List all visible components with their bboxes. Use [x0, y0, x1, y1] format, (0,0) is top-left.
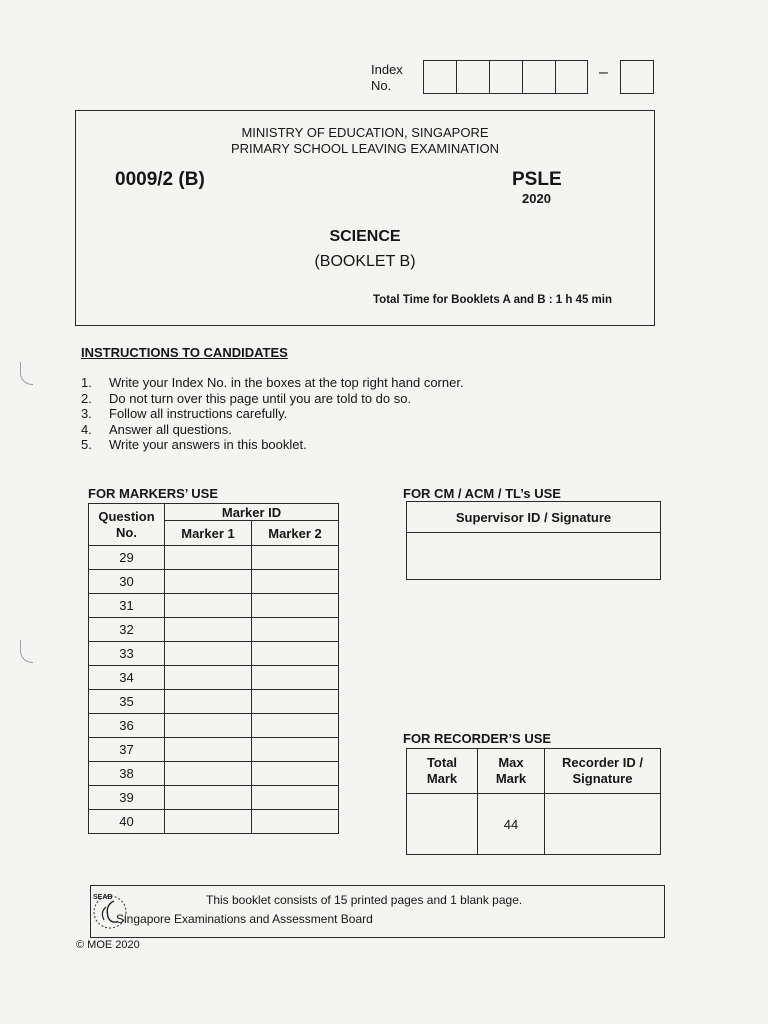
question-number: 40	[89, 810, 165, 834]
index-label: Index No.	[371, 62, 403, 93]
marker1-cell[interactable]	[165, 570, 252, 594]
supervisor-use-title: FOR CM / ACM / TL’s USE	[403, 486, 561, 501]
page-count-note: This booklet consists of 15 printed pages and 1 blank page.	[206, 893, 523, 907]
supervisor-table	[406, 501, 661, 580]
marker2-header: Marker 2	[252, 521, 339, 546]
marker2-cell[interactable]	[252, 642, 339, 666]
marker2-cell[interactable]	[252, 690, 339, 714]
instruction-item: 1. Write your Index No. in the boxes at the top right hand corner.	[81, 375, 464, 390]
marker2-cell[interactable]	[252, 618, 339, 642]
table-row	[89, 690, 339, 714]
table-row	[89, 714, 339, 738]
board-name: Singapore Examinations and Assessment Board	[116, 912, 373, 926]
total-mark-header: Total Mark	[407, 749, 478, 794]
table-row	[89, 810, 339, 834]
exam-name: PRIMARY SCHOOL LEAVING EXAMINATION	[230, 141, 499, 156]
question-number: 32	[89, 618, 165, 642]
marker1-cell[interactable]	[165, 546, 252, 570]
instruction-item: 5. Write your answers in this booklet.	[81, 437, 307, 452]
recorder-signature-cell[interactable]	[545, 794, 661, 855]
markers-table	[88, 503, 339, 834]
question-number: 39	[89, 786, 165, 810]
marker1-cell[interactable]	[165, 786, 252, 810]
supervisor-signature-cell[interactable]	[407, 533, 661, 580]
subject-title: SCIENCE	[329, 228, 401, 245]
table-row	[89, 546, 339, 570]
marker1-cell[interactable]	[165, 762, 252, 786]
marker2-cell[interactable]	[252, 594, 339, 618]
instructions-heading: INSTRUCTIONS TO CANDIDATES	[81, 345, 288, 360]
recorder-id-header: Recorder ID / Signature	[545, 749, 661, 794]
booklet-label: (BOOKLET B)	[314, 253, 416, 270]
table-row	[89, 642, 339, 666]
max-mark-header: Max Mark	[478, 749, 545, 794]
psle-label: PSLE	[512, 169, 562, 190]
marker1-cell[interactable]	[165, 666, 252, 690]
marker-id-header: Marker ID	[165, 504, 339, 521]
question-number: 31	[89, 594, 165, 618]
recorder-table	[406, 748, 661, 855]
marker2-cell[interactable]	[252, 786, 339, 810]
punch-hole-mark	[20, 640, 33, 663]
max-mark-value: 44	[478, 794, 545, 855]
question-number: 29	[89, 546, 165, 570]
supervisor-header: Supervisor ID / Signature	[407, 502, 661, 533]
marker2-cell[interactable]	[252, 810, 339, 834]
instruction-item: 2. Do not turn over this page until you are told to do so.	[81, 390, 412, 406]
question-number: 35	[89, 690, 165, 714]
marker1-cell[interactable]	[165, 618, 252, 642]
index-box[interactable]	[456, 60, 489, 94]
exam-header	[75, 110, 655, 326]
table-row	[89, 570, 339, 594]
index-box[interactable]	[423, 60, 456, 94]
instruction-item: 4. Answer all questions.	[81, 421, 232, 437]
marker2-cell[interactable]	[252, 738, 339, 762]
marker1-cell[interactable]	[165, 738, 252, 762]
seab-logo-text: SEAB	[93, 894, 113, 901]
marker1-cell[interactable]	[165, 690, 252, 714]
index-box[interactable]	[555, 60, 588, 94]
marker2-cell[interactable]	[252, 570, 339, 594]
question-number: 36	[89, 714, 165, 738]
instruction-item: 3. Follow all instructions carefully.	[81, 406, 288, 421]
table-row	[89, 762, 339, 786]
copyright: © MOE 2020	[76, 939, 140, 951]
question-no-header: Question No.	[89, 504, 165, 546]
question-number: 37	[89, 738, 165, 762]
marker2-cell[interactable]	[252, 546, 339, 570]
ministry-name: MINISTRY OF EDUCATION, SINGAPORE	[241, 125, 489, 140]
table-row	[89, 666, 339, 690]
table-row	[89, 786, 339, 810]
exam-year: 2020	[522, 191, 551, 206]
question-number: 38	[89, 762, 165, 786]
instructions-list	[81, 375, 464, 453]
question-number: 30	[89, 570, 165, 594]
marker1-cell[interactable]	[165, 810, 252, 834]
table-row	[89, 738, 339, 762]
paper-code: 0009/2 (B)	[115, 169, 205, 190]
total-time: Total Time for Booklets A and B : 1 h 45 min	[373, 294, 612, 306]
marker2-cell[interactable]	[252, 714, 339, 738]
punch-hole-mark	[20, 362, 33, 385]
markers-use-title: FOR MARKERS’ USE	[88, 486, 219, 501]
question-number: 34	[89, 666, 165, 690]
index-box[interactable]	[489, 60, 522, 94]
question-number: 33	[89, 642, 165, 666]
table-row	[89, 594, 339, 618]
marker2-cell[interactable]	[252, 666, 339, 690]
index-box-suffix[interactable]	[620, 60, 654, 94]
marker1-header: Marker 1	[165, 521, 252, 546]
total-mark-cell[interactable]	[407, 794, 478, 855]
marker1-cell[interactable]	[165, 594, 252, 618]
recorder-use-title: FOR RECORDER’S USE	[403, 731, 552, 746]
footer-box	[90, 885, 665, 938]
marker1-cell[interactable]	[165, 714, 252, 738]
index-dash: –	[599, 64, 608, 81]
marker1-cell[interactable]	[165, 642, 252, 666]
marker2-cell[interactable]	[252, 762, 339, 786]
index-box[interactable]	[522, 60, 555, 94]
table-row	[89, 618, 339, 642]
